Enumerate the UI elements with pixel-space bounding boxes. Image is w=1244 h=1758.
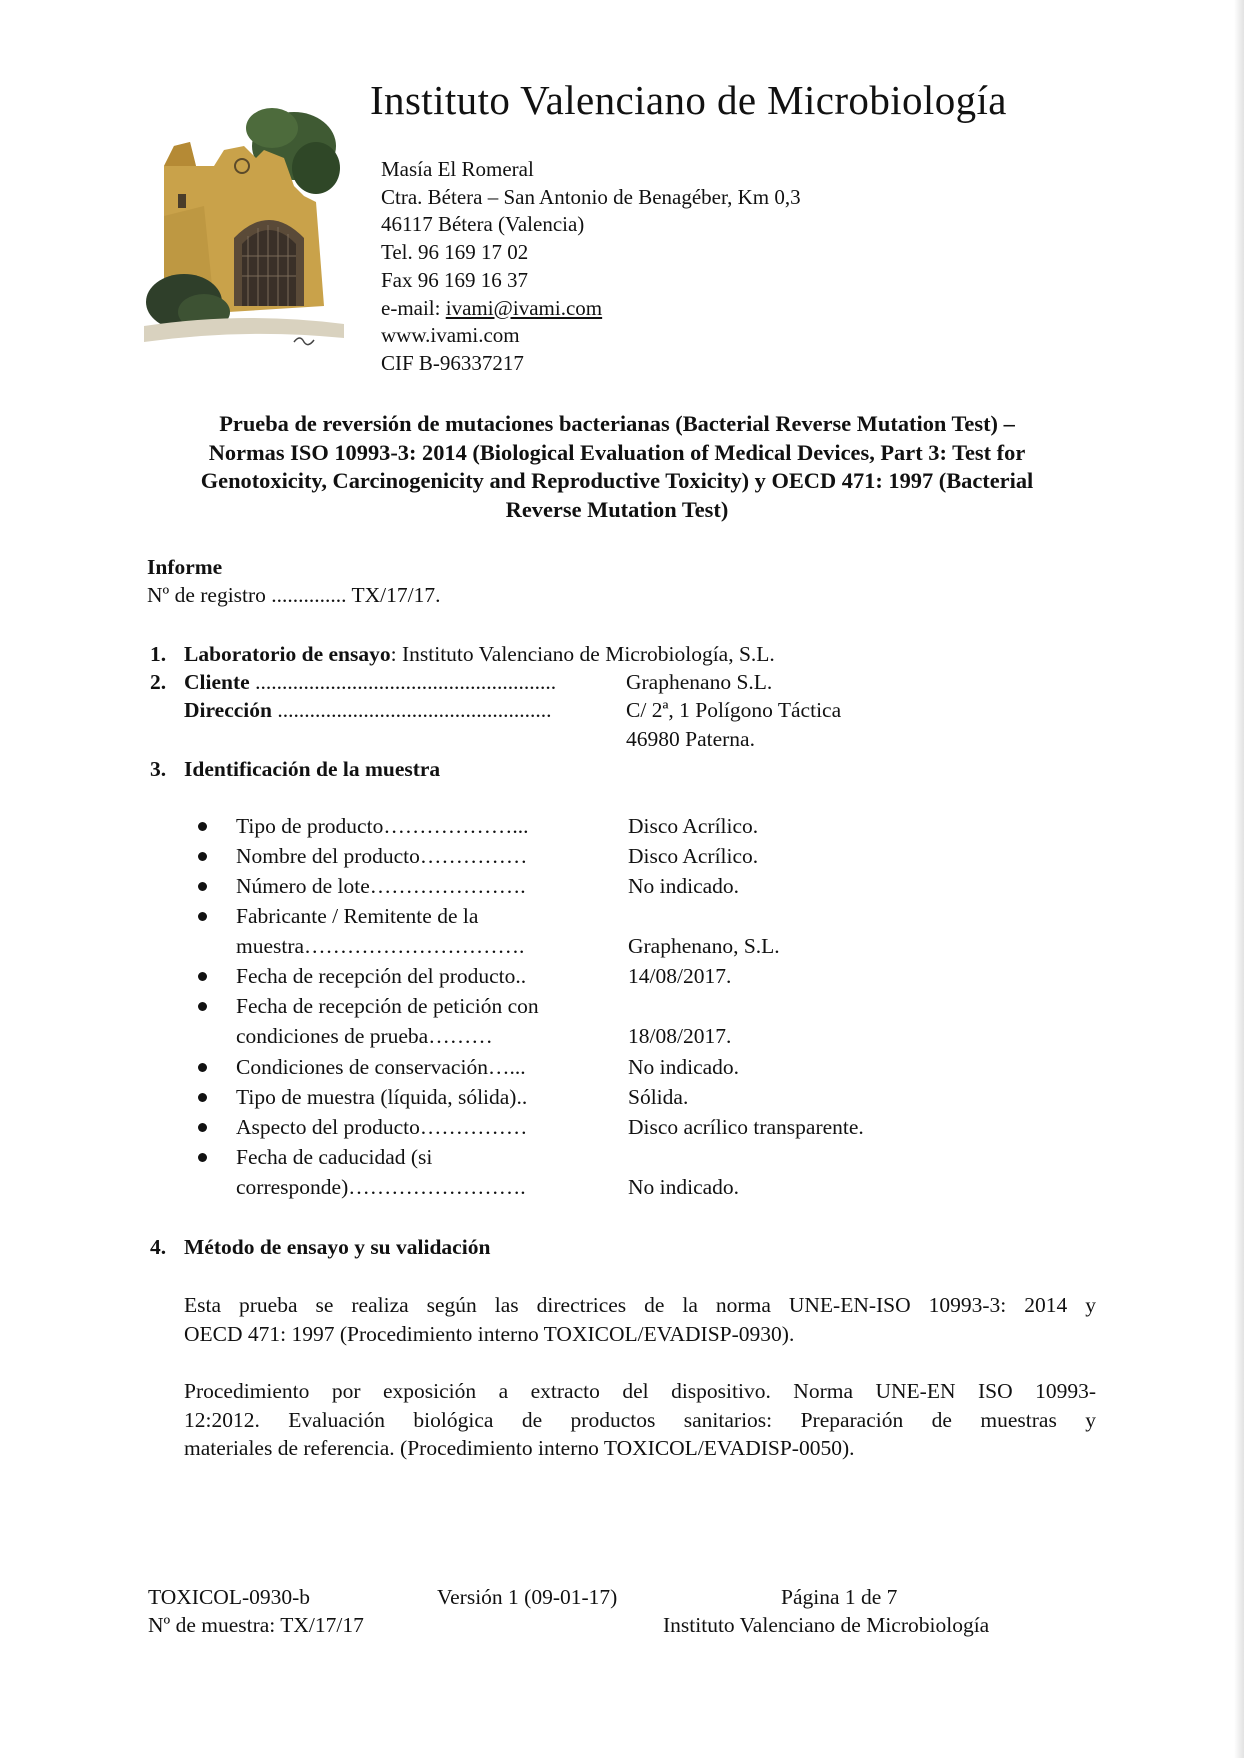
method-paragraph-1	[184, 1291, 1096, 1348]
sample-item-label: Número de lote………………….	[236, 874, 526, 898]
sample-item-value: Disco Acrílico.	[628, 814, 759, 838]
page-edge-shadow	[1234, 0, 1244, 1758]
sample-item-label-continued: condiciones de prueba………	[236, 1024, 493, 1048]
address-line-3: 46117 Bétera (Valencia)	[381, 212, 585, 237]
test-title	[130, 410, 1104, 524]
bullet-icon	[198, 1002, 207, 1011]
footer-version: Versión 1 (09-01-17)	[437, 1585, 618, 1609]
institute-name-heading: Instituto Valenciano de Microbiología	[370, 77, 1007, 123]
address-line-2: Ctra. Bétera – San Antonio de Benagéber, Km 0,3	[381, 184, 801, 209]
institute-address-block	[381, 156, 801, 378]
bullet-icon	[198, 972, 207, 981]
sample-item-label: Fabricante / Remitente de la	[236, 904, 479, 928]
registro-line: Nº de registro .............. TX/17/17.	[147, 583, 441, 607]
email-link[interactable]: ivami@ivami.com	[445, 295, 603, 320]
section-1-number: 1.	[150, 642, 167, 666]
sample-item-label: Nombre del producto……………	[236, 844, 528, 868]
institute-logo-illustration	[144, 106, 344, 360]
cliente-label: Cliente	[184, 670, 250, 694]
bullet-icon	[198, 1093, 207, 1102]
section-1-line	[184, 640, 775, 668]
section-4-heading: Método de ensayo y su validación	[184, 1235, 491, 1259]
section-2-number: 2.	[150, 670, 167, 694]
direccion-value-1: C/ 2ª, 1 Polígono Táctica	[626, 698, 842, 722]
email-line	[381, 295, 801, 323]
email-label: e-mail:	[381, 295, 446, 320]
fax-line: Fax 96 169 16 37	[381, 267, 528, 292]
direccion-label: Dirección	[184, 698, 272, 722]
direccion-line	[184, 696, 551, 724]
cliente-leader-dots: ........................................................	[249, 670, 557, 694]
footer-sample-number: Nº de muestra: TX/17/17	[148, 1613, 364, 1637]
footer-page-number: Página 1 de 7	[781, 1585, 898, 1609]
sample-item-value: No indicado.	[628, 1055, 740, 1079]
sample-item-value: Disco Acrílico.	[628, 844, 759, 868]
paragraph-line: Procedimiento por exposición a extracto del dispositivo. Norma UNE-EN ISO 10993-	[184, 1379, 1096, 1403]
paragraph-line: Esta prueba se realiza según las directrices de la norma UNE-EN-ISO 10993-3: 2014 y	[184, 1293, 1096, 1317]
section-1-label: Laboratorio de ensayo	[184, 642, 391, 666]
method-paragraph-2	[184, 1377, 1096, 1463]
footer-institute: Instituto Valenciano de Microbiología	[663, 1613, 990, 1637]
cliente-value: Graphenano S.L.	[626, 670, 773, 694]
section-4-number: 4.	[150, 1235, 167, 1259]
sample-item-label-continued: muestra………………………….	[236, 934, 525, 958]
informe-block	[147, 553, 441, 609]
test-title-line: Genotoxicity, Carcinogenicity and Reproductive Toxicity) y OECD 471: 1997 (Bacterial	[200, 468, 1034, 494]
sample-item-label: Tipo de muestra (líquida, sólida)..	[236, 1085, 528, 1109]
website-line[interactable]: www.ivami.com	[381, 323, 520, 348]
bullet-icon	[198, 882, 207, 891]
cliente-line	[184, 668, 556, 696]
sample-item-value: 18/08/2017.	[628, 1024, 732, 1048]
bullet-icon	[198, 1123, 207, 1132]
footer-code: TOXICOL-0930-b	[148, 1585, 311, 1609]
sample-item-label: Condiciones de conservación…...	[236, 1055, 526, 1079]
test-title-line: Prueba de reversión de mutaciones bacterianas (Bacterial Reverse Mutation Test) –	[219, 411, 1015, 436]
sample-item-value: Sólida.	[628, 1085, 689, 1109]
cif-line: CIF B-96337217	[381, 350, 524, 375]
bullet-icon	[198, 1153, 207, 1162]
informe-heading: Informe	[147, 555, 223, 579]
section-1-value: : Instituto Valenciano de Microbiología, S.L.	[390, 642, 775, 666]
section-3-heading: Identificación de la muestra	[184, 757, 441, 781]
bullet-icon	[198, 912, 207, 921]
paragraph-line: materiales de referencia. (Procedimiento interno TOXICOL/EVADISP-0050).	[184, 1436, 855, 1460]
section-3-number: 3.	[150, 757, 167, 781]
phone-line: Tel. 96 169 17 02	[381, 240, 529, 265]
bullet-icon	[198, 852, 207, 861]
bullet-icon	[198, 1063, 207, 1072]
direccion-value-2: 46980 Paterna.	[626, 727, 755, 751]
test-title-line: Normas ISO 10993-3: 2014 (Biological Evaluation of Medical Devices, Part 3: Test for	[208, 439, 1026, 465]
paragraph-line: OECD 471: 1997 (Procedimiento interno TOXICOL/EVADISP-0930).	[184, 1321, 795, 1346]
bullet-icon	[198, 822, 207, 831]
sample-item-value: 14/08/2017.	[628, 964, 732, 988]
paragraph-line: 12:2012. Evaluación biológica de productos sanitarios: Preparación de muestras y	[184, 1407, 1096, 1432]
sample-item-label: Fecha de recepción del producto..	[236, 964, 527, 988]
sample-item-value: Disco acrílico transparente.	[628, 1115, 864, 1139]
sample-item-value: Graphenano, S.L.	[628, 934, 780, 958]
sample-item-label: Fecha de caducidad (si	[236, 1145, 433, 1169]
sample-item-value: No indicado.	[628, 1175, 740, 1199]
test-title-line: Reverse Mutation Test)	[505, 496, 729, 522]
address-line-1: Masía El Romeral	[381, 157, 534, 181]
sample-item-label: Aspecto del producto……………	[236, 1115, 528, 1139]
sample-item-label: Tipo de producto………………...	[236, 814, 529, 838]
sample-item-label-continued: corresponde)…………………….	[236, 1175, 526, 1199]
sample-item-label: Fecha de recepción de petición con	[236, 994, 539, 1018]
sample-item-value: No indicado.	[628, 874, 740, 898]
direccion-leader-dots: ...................................................	[271, 698, 552, 722]
